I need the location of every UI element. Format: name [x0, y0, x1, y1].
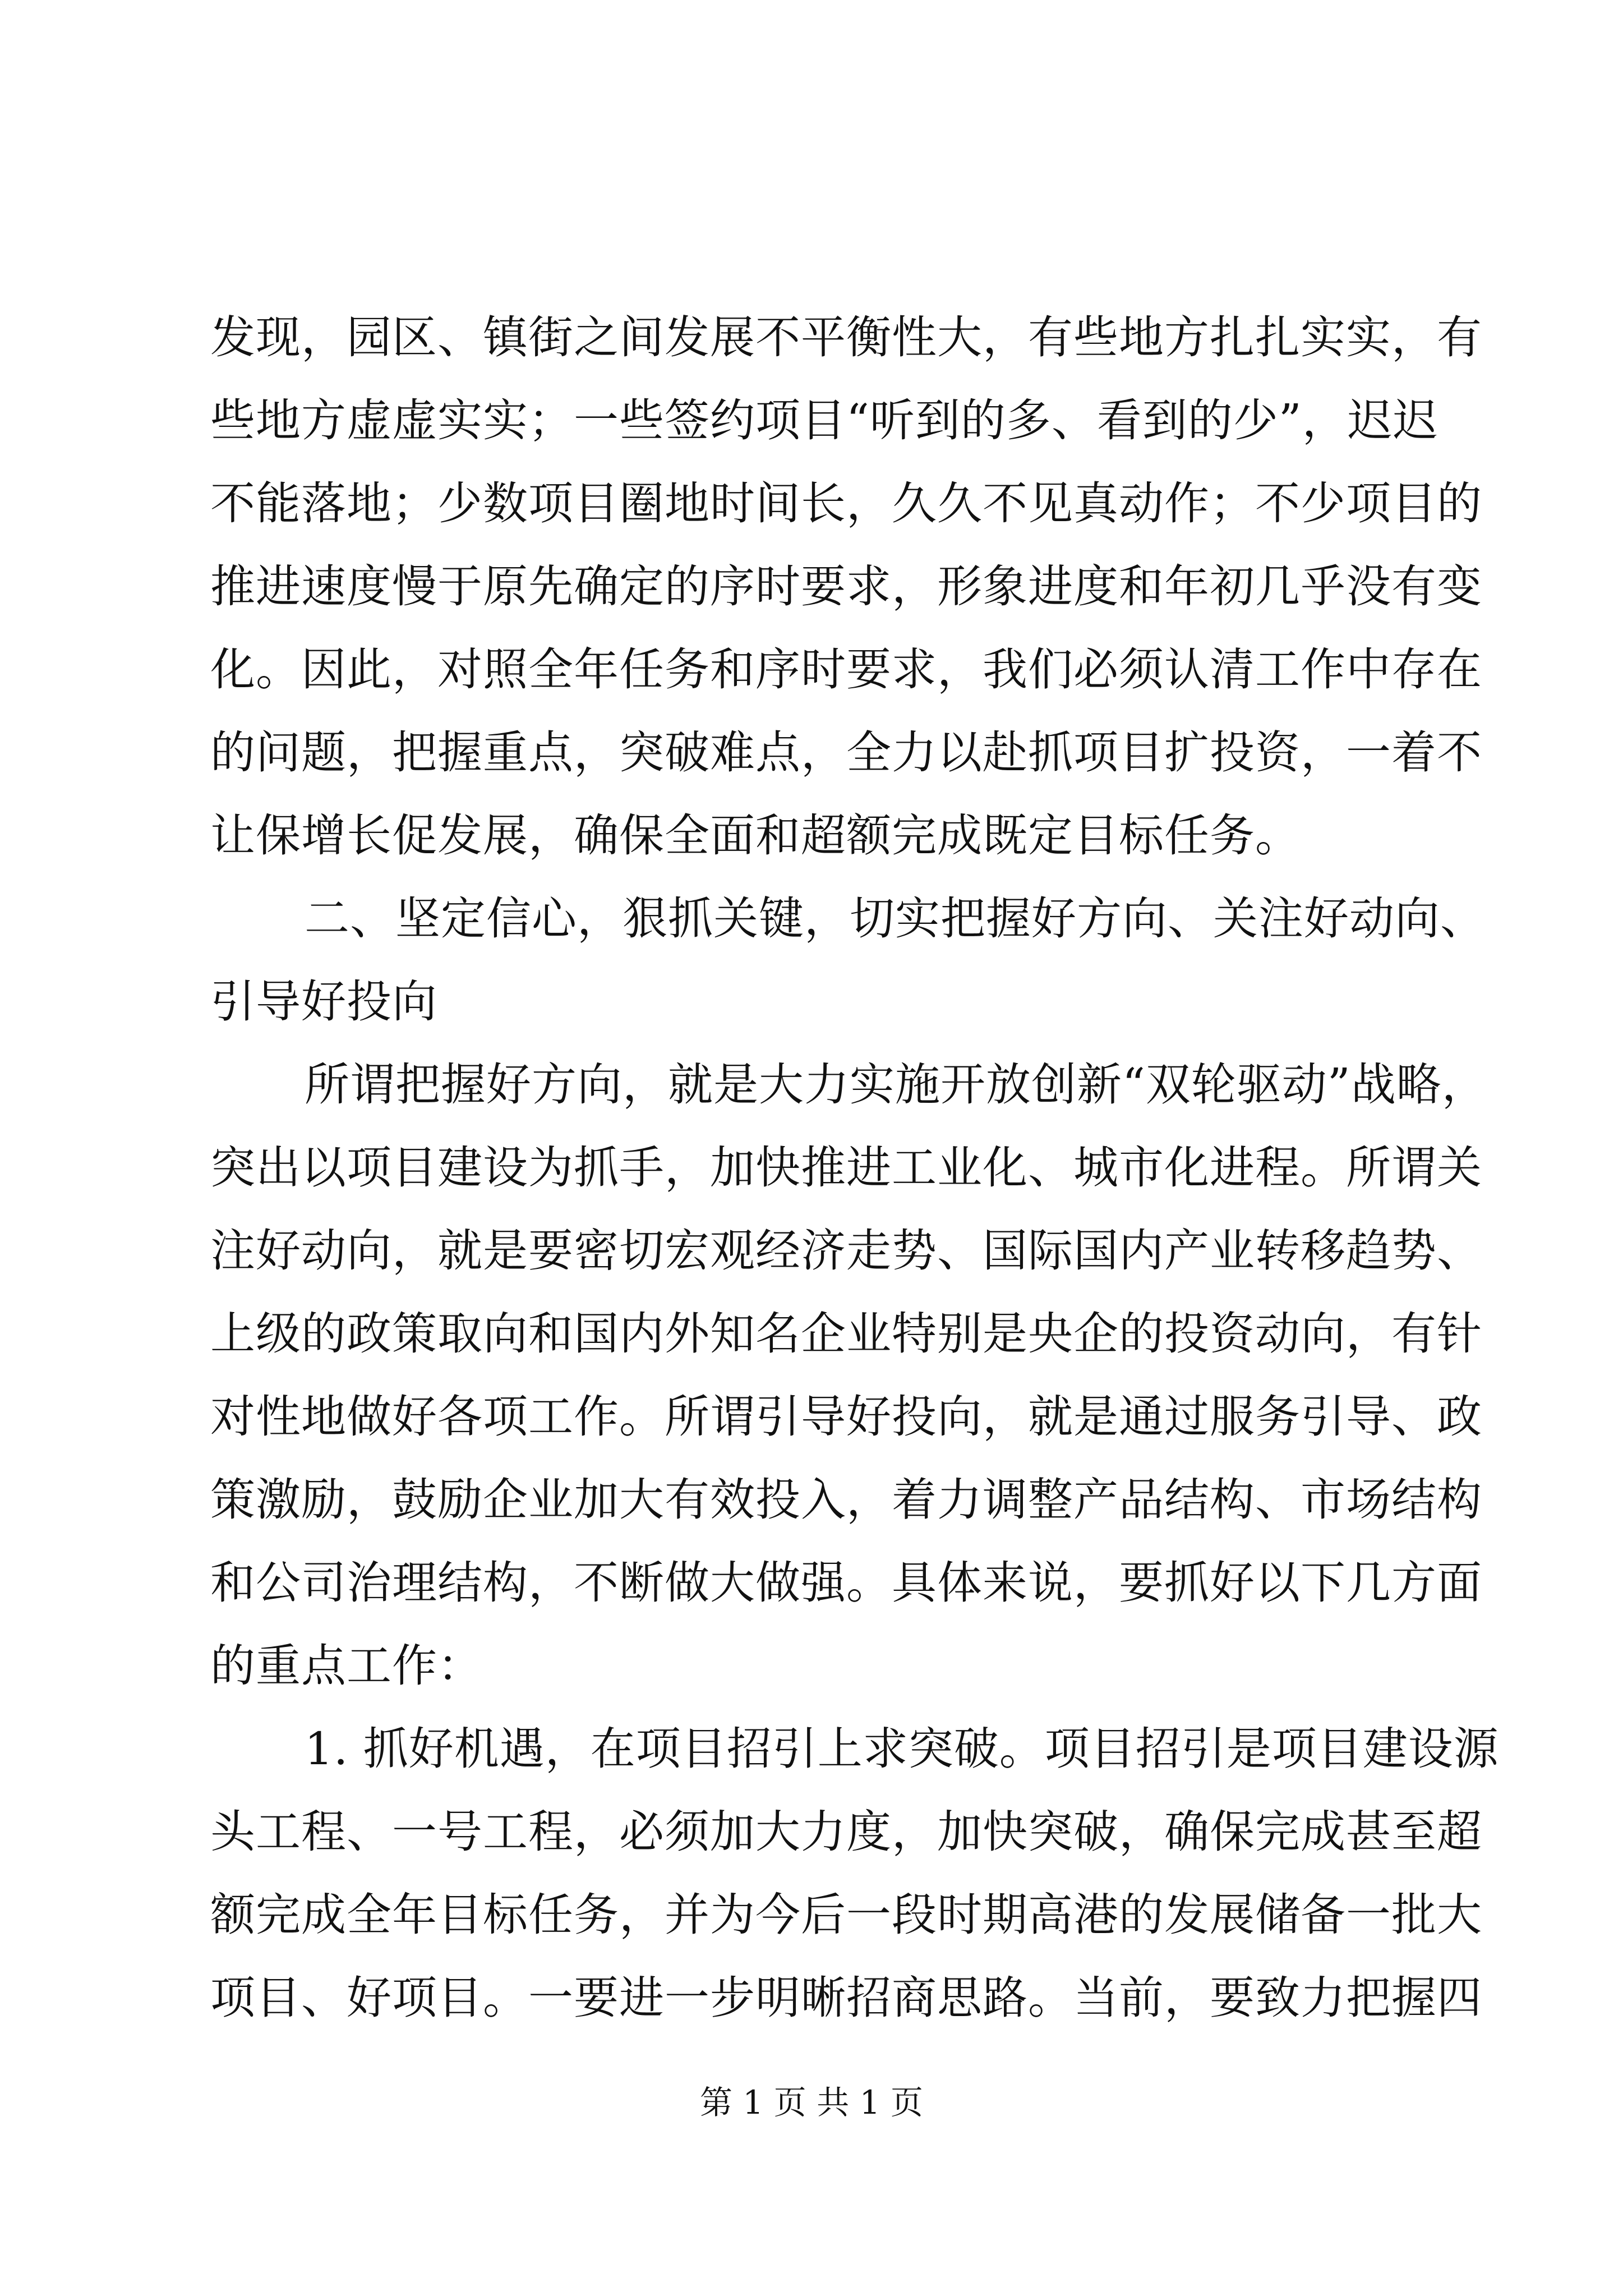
- text-line: 所谓把握好方向，就是大力实施开放创新“双轮驱动”战略，: [305, 1059, 1487, 1111]
- text-line: 发现，园区、镇街之间发展不平衡性大，有些地方扎扎实实，有: [210, 311, 1482, 364]
- text-line: 额完成全年目标任务，并为今后一段时期高港的发展储备一批大: [210, 1889, 1482, 1941]
- section-heading-line: 引导好投向: [210, 976, 437, 1028]
- text-line: 的问题，把握重点，突破难点，全力以赴抓项目扩投资，一着不: [210, 726, 1482, 779]
- text-line: 和公司治理结构，不断做大做强。具体来说，要抓好以下几方面: [210, 1557, 1482, 1609]
- text-line: 化。因此，对照全年任务和序时要求，我们必须认清工作中存在: [210, 643, 1482, 696]
- text-line: 注好动向，就是要密切宏观经济走势、国际国内产业转移趋势、: [210, 1225, 1482, 1277]
- text-line: 突出以项目建设为抓手，加快推进工业化、城市化进程。所谓关: [210, 1142, 1482, 1194]
- text-line: 头工程、一号工程，必须加大力度，加快突破，确保完成甚至超: [210, 1806, 1482, 1858]
- section-heading-line: 二、坚定信心，狠抓关键，切实把握好方向、关注好动向、: [305, 892, 1486, 945]
- text-line: 项目、好项目。一要进一步明晰招商思路。当前，要致力把握四: [210, 1972, 1482, 2024]
- text-line: 策激励，鼓励企业加大有效投入，着力调整产品结构、市场结构: [210, 1474, 1482, 1526]
- numbered-item-line: 1. 抓好机遇，在项目招引上求突破。项目招引是项目建设源: [305, 1723, 1499, 1775]
- text-line: 对性地做好各项工作。所谓引导好投向，就是通过服务引导、政: [210, 1391, 1482, 1443]
- text-line: 推进速度慢于原先确定的序时要求，形象进度和年初几乎没有变: [210, 560, 1482, 613]
- text-line: 让保增长促发展，确保全面和超额完成既定目标任务。: [210, 809, 1301, 862]
- page-footer: 第 1 页 共 1 页: [700, 2083, 923, 2122]
- text-line: 不能落地；少数项目圈地时间长，久久不见真动作；不少项目的: [210, 477, 1482, 530]
- document-body: [210, 296, 1499, 2040]
- text-line: 的重点工作：: [210, 1640, 483, 1692]
- text-line: 上级的政策取向和国内外知名企业特别是央企的投资动向，有针: [210, 1308, 1482, 1360]
- text-line: 些地方虚虚实实；一些签约项目“听到的多、看到的少”，迟迟: [210, 394, 1438, 447]
